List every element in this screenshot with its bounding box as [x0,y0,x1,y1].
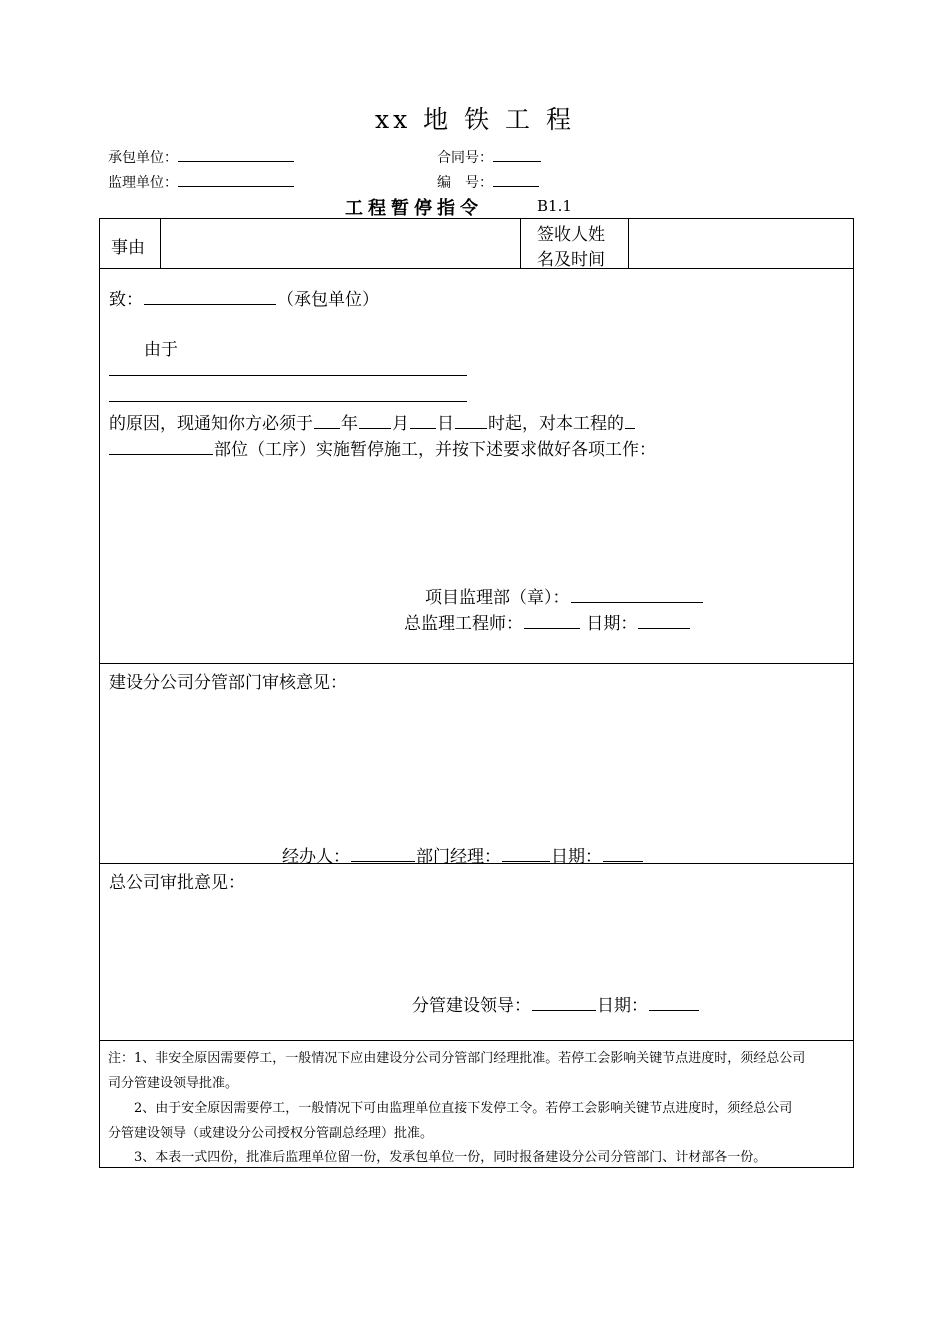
suspension-time-line [109,409,636,434]
reason-label: 事由 [111,238,145,258]
form-code: B1.1 [537,197,572,215]
contract-no-field[interactable] [493,147,541,162]
handler-label: 经办人： [282,847,350,867]
project-dept-seal-field[interactable] [571,586,703,603]
col-divider [628,218,629,268]
row-divider [99,663,854,664]
month-label: 月 [392,414,409,434]
col-divider [160,218,161,268]
row-divider [99,268,854,269]
project-part-field[interactable] [109,438,213,455]
note-line-4: 分管建设领导（或建设分公司授权分管副总经理）批准。 [108,1126,434,1141]
hour-field[interactable] [455,412,487,429]
to-label: 致： [109,290,143,310]
line3-prefix: 的原因，现通知你方必须于 [109,414,313,434]
notice-date-field[interactable] [638,612,690,629]
serial-no-label: 编 号： [437,175,493,191]
to-contractor-field[interactable] [144,288,276,305]
hq-sign-line [412,991,700,1016]
branch-date-label: 日期： [551,847,602,867]
hour-suffix: 时起，对本工程的 [488,414,624,434]
notice-date-label: 日期： [586,614,638,634]
note-line-2: 司分管建设领导批准。 [108,1076,239,1091]
branch-sign-line [282,842,644,867]
dept-manager-field[interactable] [502,845,550,862]
year-label: 年 [341,414,358,434]
leader-field[interactable] [532,994,596,1011]
row-divider [99,1040,854,1041]
hq-approval-heading: 总公司审批意见： [109,873,245,893]
leader-label: 分管建设领导： [412,996,531,1016]
note-line-1: 注：1、非安全原因需要停工，一般情况下应由建设分公司分管部门经理批准。若停工会影响关键节点进度时，须经总公司 [108,1051,806,1066]
to-suffix: （承包单位） [277,290,379,310]
supervisor-unit-label: 监理单位： [108,175,178,191]
contractor-unit-row [108,147,294,167]
to-line [109,285,379,310]
due-to-label: 由于 [144,340,178,360]
signee-label-line1: 签收人姓 [537,225,605,245]
contractor-unit-label: 承包单位： [108,150,178,166]
document-title: xx 地 铁 工 程 [375,105,575,134]
dept-manager-label: 部门经理： [416,847,501,867]
form-table [99,218,854,1168]
chief-engineer-line [404,609,691,634]
signee-field[interactable] [630,220,852,266]
contractor-unit-field[interactable] [178,147,294,162]
branch-date-field[interactable] [603,845,643,862]
month-field[interactable] [359,412,391,429]
day-field[interactable] [410,412,436,429]
form-title: 工程暂停指令 [345,198,483,219]
project-dept-label: 项目监理部（章）： [425,588,570,608]
col-divider [520,218,521,268]
line4-suffix: 部位（工序）实施暂停施工，并按下述要求做好各项工作： [214,440,656,460]
supervisor-unit-field[interactable] [178,172,294,187]
chief-engineer-field[interactable] [524,612,580,629]
part-line [109,435,656,460]
supervisor-unit-row [108,172,294,192]
serial-no-field[interactable] [493,172,539,187]
reason-blank-line-2[interactable] [109,401,467,402]
handler-field[interactable] [351,845,415,862]
project-field-start[interactable] [625,412,635,429]
hq-date-label: 日期： [597,996,648,1016]
project-dept-line [425,583,704,608]
chief-engineer-label: 总监理工程师： [404,614,523,634]
serial-no-row [437,172,539,192]
contract-no-label: 合同号： [437,150,493,166]
hq-date-field[interactable] [649,994,699,1011]
reason-blank-line-1[interactable] [109,375,467,376]
day-label: 日 [437,414,454,434]
signee-label-line2: 名及时间 [537,250,605,270]
hq-approval-field[interactable] [101,895,852,980]
contract-no-row [437,147,541,167]
branch-review-heading: 建设分公司分管部门审核意见： [109,673,347,693]
note-line-5: 3、本表一式四份，批准后监理单位留一份，发承包单位一份，同时报备建设分公司分管部门、计材部各一份。 [108,1150,767,1165]
year-field[interactable] [314,412,340,429]
branch-review-field[interactable] [101,695,852,830]
reason-field[interactable] [162,220,518,266]
note-line-3: 2、由于安全原因需要停工，一般情况下可由监理单位直接下发停工令。若停工会影响关键节点进度时，须经总公司 [108,1101,793,1116]
